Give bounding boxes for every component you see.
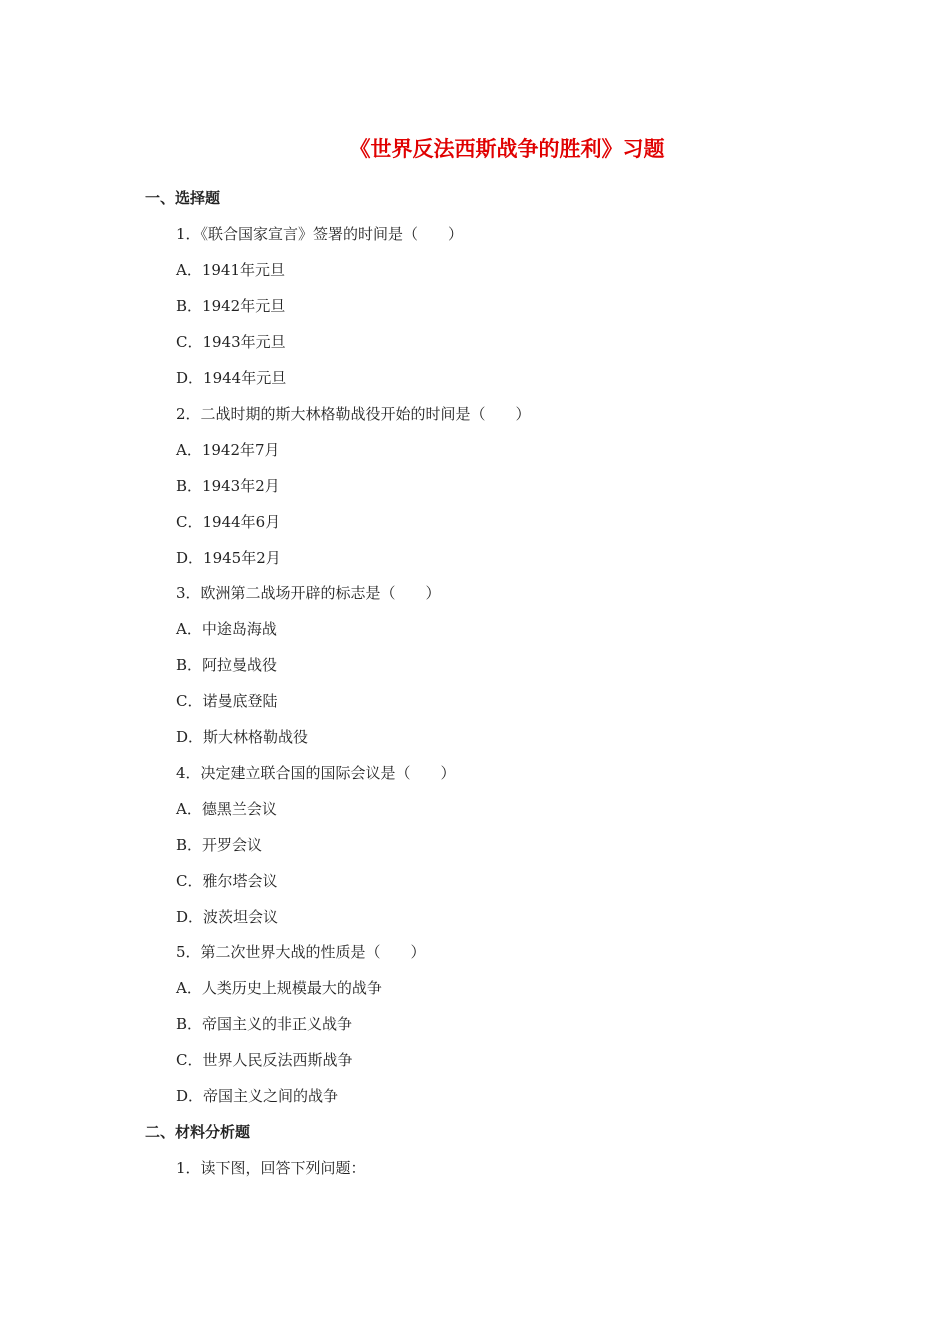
page-title: 《世界反法西斯战争的胜利》习题 <box>349 137 665 161</box>
option-b: B．1942年元旦 <box>176 297 286 315</box>
question-stem: 1．《联合国家宣言》签署的时间是（ ） <box>176 225 464 243</box>
question-stem: 5．第二次世界大战的性质是（ ） <box>176 943 426 961</box>
section-heading-material: 二、材料分析题 <box>145 1123 251 1141</box>
option-d: D．1944年元旦 <box>176 369 287 387</box>
option-c: C．世界人民反法西斯战争 <box>176 1051 353 1069</box>
question-stem: 4．决定建立联合国的国际会议是（ ） <box>176 764 456 782</box>
option-b: B．1943年2月 <box>176 477 280 495</box>
option-a: A．德黑兰会议 <box>176 800 277 818</box>
option-b: B．帝国主义的非正义战争 <box>176 1015 353 1033</box>
option-c: C．1943年元旦 <box>176 333 286 351</box>
option-a: A．中途岛海战 <box>176 620 277 638</box>
option-d: D．帝国主义之间的战争 <box>176 1087 339 1105</box>
option-c: C．1944年6月 <box>176 513 281 531</box>
option-d: D．1945年2月 <box>176 549 281 567</box>
question-stem: 2．二战时期的斯大林格勒战役开始的时间是（ ） <box>176 405 531 423</box>
material-question-stem: 1．读下图，回答下列问题： <box>176 1159 366 1177</box>
option-a: A．1942年7月 <box>176 441 280 459</box>
option-d: D．斯大林格勒战役 <box>176 728 309 746</box>
option-b: B．阿拉曼战役 <box>176 656 278 674</box>
option-d: D．波茨坦会议 <box>176 908 279 926</box>
option-a: A．人类历史上规模最大的战争 <box>176 979 382 997</box>
option-c: C．雅尔塔会议 <box>176 872 278 890</box>
option-c: C．诺曼底登陆 <box>176 692 278 710</box>
option-b: B．开罗会议 <box>176 836 263 854</box>
option-a: A．1941年元旦 <box>176 261 286 279</box>
section-heading-choice: 一、选择题 <box>145 189 221 207</box>
question-stem: 3．欧洲第二战场开辟的标志是（ ） <box>176 584 441 602</box>
